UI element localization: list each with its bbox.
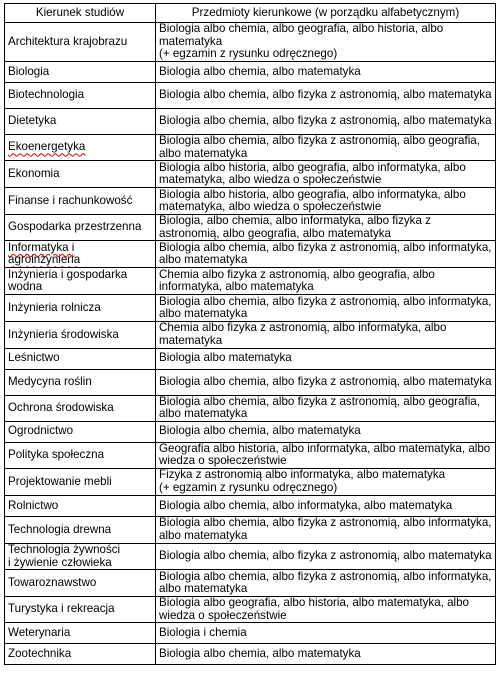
table-row bbox=[5, 369, 496, 395]
study-field-name: Gospodarka przestrzenna bbox=[8, 220, 142, 234]
table-row bbox=[5, 135, 496, 161]
study-field-name: Zootechnika bbox=[8, 647, 72, 661]
subjects-cell: Fizyka z astronomią albo informatyka, albo matematyka (+ egzamin z rysunku odręcznego) bbox=[156, 468, 496, 495]
subjects-cell: Biologia albo chemia, albo fizyka z astronomią, albo geografia, albo matematyka bbox=[156, 135, 496, 161]
table-row bbox=[5, 295, 496, 322]
table-row bbox=[5, 23, 496, 62]
table-row bbox=[5, 241, 496, 268]
subjects-cell: Biologia albo chemia, albo fizyka z astronomią, albo informatyka, albo matematyka bbox=[156, 516, 496, 543]
subjects-cell: Biologia albo chemia, albo fizyka z astronomią, albo matematyka bbox=[156, 369, 496, 395]
study-field-cell bbox=[5, 23, 156, 62]
table-row bbox=[5, 109, 496, 135]
study-field-cell bbox=[5, 395, 156, 421]
study-field-name: Projektowanie mebli bbox=[8, 474, 112, 488]
study-field-name: Biologia bbox=[8, 64, 50, 78]
subjects-cell: Geografia albo historia, albo informatyka, albo matematyka, albo wiedza o społeczeństwie bbox=[156, 442, 496, 468]
subjects-cell: Biologia albo matematyka bbox=[156, 348, 496, 369]
study-field-name: Technologia drewna bbox=[8, 522, 112, 536]
subjects-cell: Chemia albo fizyka z astronomią, albo geografia, albo informatyka, albo matematyka bbox=[156, 268, 496, 295]
table-row bbox=[5, 516, 496, 543]
study-field-name: Inżynieria rolnicza bbox=[8, 301, 101, 315]
study-field-name: Polityka społeczna bbox=[8, 448, 105, 462]
subjects-cell: Chemia albo fizyka z astronomią, albo informatyka, albo matematyka bbox=[156, 322, 496, 348]
study-field-name: Inżynieria i gospodarka wodna bbox=[8, 267, 128, 294]
subjects-cell: Biologia, albo chemia, albo informatyka, albo fizyka z astronomią, albo geografia, albo matematyka bbox=[156, 215, 496, 241]
study-field-cell bbox=[5, 268, 156, 295]
subjects-cell: Biologia albo chemia, albo fizyka z astronomią, albo informatyka, albo matematyka bbox=[156, 241, 496, 268]
table-row bbox=[5, 215, 496, 241]
study-field-cell bbox=[5, 543, 156, 569]
study-field-cell bbox=[5, 369, 156, 395]
study-field-name: Leśnictwo bbox=[8, 351, 60, 365]
subjects-cell: Biologia albo historia, albo geografia, albo informatyka, albo matematyka, albo wiedza o społeczeństwie bbox=[156, 188, 496, 215]
study-fields-table bbox=[4, 3, 496, 665]
subjects-cell: Biologia albo chemia, albo fizyka z astronomią, albo informatyka, albo matematyka bbox=[156, 570, 496, 597]
subjects-cell: Biologia albo chemia, albo matematyka bbox=[156, 421, 496, 442]
study-field-cell bbox=[5, 644, 156, 665]
study-field-cell bbox=[5, 597, 156, 623]
study-field-name: Ekonomia bbox=[8, 166, 60, 180]
table-row bbox=[5, 421, 496, 442]
header-field: Kierunek studiów bbox=[5, 4, 156, 23]
study-field-cell bbox=[5, 495, 156, 516]
study-field-cell bbox=[5, 570, 156, 597]
subjects-cell: Biologia albo chemia, albo geografia, albo historia, albo matematyka (+ egzamin z rysunku odręcznego) bbox=[156, 23, 496, 62]
table-row bbox=[5, 188, 496, 215]
table-row bbox=[5, 348, 496, 369]
table-row bbox=[5, 570, 496, 597]
table-row bbox=[5, 495, 496, 516]
study-field-cell bbox=[5, 421, 156, 442]
study-field-cell bbox=[5, 348, 156, 369]
study-field-cell bbox=[5, 135, 156, 161]
subjects-cell: Biologia albo chemia, albo informatyka, albo matematyka bbox=[156, 495, 496, 516]
table-row bbox=[5, 62, 496, 83]
subjects-cell: Biologia albo chemia, albo fizyka z astronomią, albo matematyka bbox=[156, 109, 496, 135]
table-row bbox=[5, 644, 496, 665]
table-body bbox=[5, 23, 496, 665]
study-field-name: Inżynieria środowiska bbox=[8, 327, 119, 341]
study-field-name: Ochrona środowiska bbox=[8, 400, 114, 414]
study-field-name: Rolnictwo bbox=[8, 498, 59, 512]
study-field-cell bbox=[5, 62, 156, 83]
table-row bbox=[5, 268, 496, 295]
study-field-cell bbox=[5, 83, 156, 109]
study-field-cell bbox=[5, 468, 156, 495]
study-field-name: Ekoenergetyka bbox=[8, 140, 86, 154]
table-row bbox=[5, 597, 496, 623]
study-field-cell bbox=[5, 442, 156, 468]
study-field-cell bbox=[5, 295, 156, 322]
subjects-cell: Biologia albo historia, albo geografia, albo informatyka, albo matematyka, albo wiedza o społeczeństwie bbox=[156, 161, 496, 188]
table-header-row bbox=[5, 4, 496, 23]
subjects-cell: Biologia albo chemia, albo matematyka bbox=[156, 62, 496, 83]
table-row bbox=[5, 395, 496, 421]
table-row bbox=[5, 442, 496, 468]
study-field-name: Ogrodnictwo bbox=[8, 424, 74, 438]
subjects-cell: Biologia albo chemia, albo fizyka z astronomią, albo geografia, albo matematyka bbox=[156, 395, 496, 421]
table-row bbox=[5, 83, 496, 109]
study-field-name: Finanse i rachunkowość bbox=[8, 193, 133, 207]
subjects-cell: Biologia albo chemia, albo fizyka z astronomią, albo matematyka bbox=[156, 83, 496, 109]
study-field-cell bbox=[5, 322, 156, 348]
study-field-cell bbox=[5, 109, 156, 135]
subjects-cell: Biologia albo chemia, albo fizyka z astronomią, albo matematyka bbox=[156, 543, 496, 569]
study-field-name: Biotechnologia bbox=[8, 88, 85, 102]
header-subjects: Przedmioty kierunkowe (w porządku alfabetycznym) bbox=[156, 4, 496, 23]
subjects-cell: Biologia i chemia bbox=[156, 623, 496, 644]
study-field-name: Informatyka i agroinżynieria bbox=[8, 240, 81, 267]
subjects-cell: Biologia albo chemia, albo fizyka z astronomią, albo informatyka, albo matematyka bbox=[156, 295, 496, 322]
table-row bbox=[5, 322, 496, 348]
study-field-name: Dietetyka bbox=[8, 114, 57, 128]
table-row bbox=[5, 161, 496, 188]
study-field-cell bbox=[5, 188, 156, 215]
study-field-name: Weterynaria bbox=[8, 626, 71, 640]
subjects-cell: Biologia albo geografia, albo historia, albo matematyka, albo wiedza o społeczeństwie bbox=[156, 597, 496, 623]
table-row bbox=[5, 543, 496, 569]
study-field-cell bbox=[5, 623, 156, 644]
study-field-name: Towaroznawstwo bbox=[8, 575, 97, 589]
study-field-cell bbox=[5, 215, 156, 241]
table-row bbox=[5, 468, 496, 495]
study-field-name: Turystyka i rekreacja bbox=[8, 602, 115, 616]
study-field-name: Medycyna roślin bbox=[8, 374, 92, 388]
table-row bbox=[5, 623, 496, 644]
study-field-name: Architektura krajobrazu bbox=[8, 34, 128, 48]
study-field-cell bbox=[5, 516, 156, 543]
subjects-cell: Biologia albo chemia, albo matematyka bbox=[156, 644, 496, 665]
study-field-cell bbox=[5, 161, 156, 188]
study-field-cell bbox=[5, 241, 156, 268]
study-field-name: Technologia żywności i żywienie człowieka bbox=[8, 543, 121, 569]
